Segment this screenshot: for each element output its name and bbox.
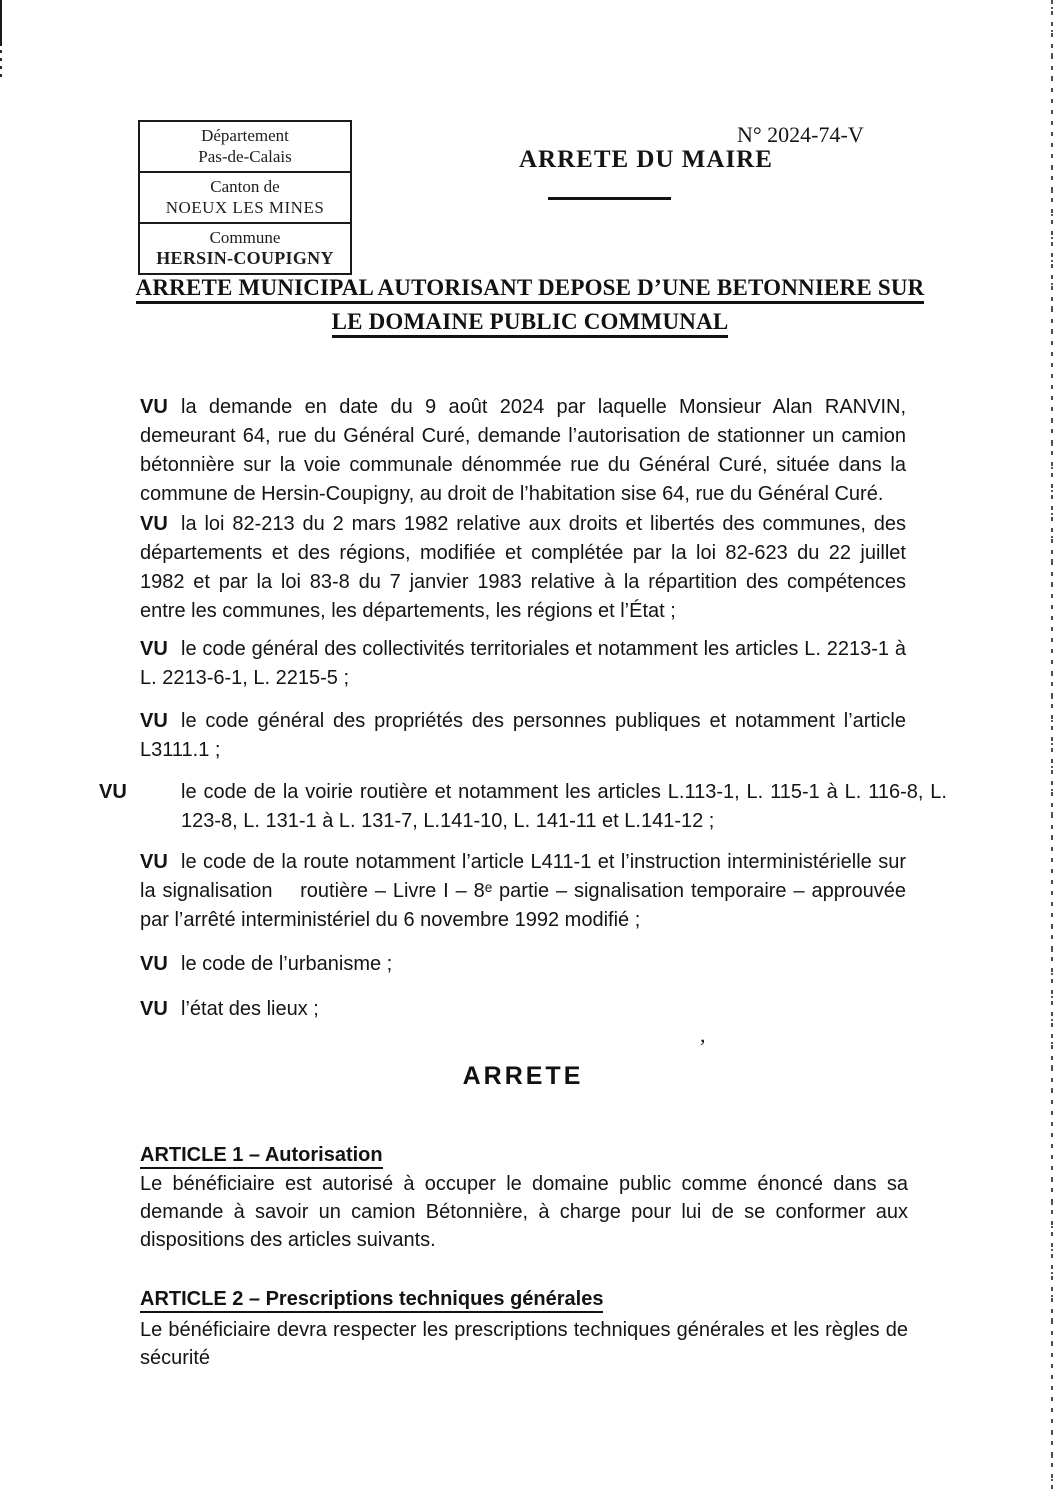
arrete-heading: ARRETE — [462, 1062, 584, 1090]
vu-paragraph-cgct — [140, 635, 906, 693]
departement-label: Département — [201, 126, 289, 145]
commune-value: HERSIN-COUPIGNY — [156, 248, 334, 268]
page-title-line2: LE DOMAINE PUBLIC COMMUNAL — [332, 309, 729, 338]
vu-paragraph-loi-82-213 — [140, 510, 906, 626]
vu-paragraph-etat-des-lieux — [140, 995, 906, 1024]
vu-paragraph-proprietes-publiques — [140, 707, 906, 765]
vu-label: VU — [140, 998, 168, 1020]
admin-box-row-canton — [140, 171, 350, 222]
page-title — [0, 271, 1060, 339]
vu-paragraph-code-route — [140, 848, 906, 935]
vu-paragraph-voirie-routiere — [99, 778, 947, 836]
commune-label: Commune — [209, 228, 281, 247]
article-2-body: Le bénéficiaire devra respecter les prescriptions techniques générales et les règles de sécurité — [140, 1319, 908, 1369]
header-rule — [548, 197, 671, 200]
scan-artifact-left-line — [0, 0, 2, 46]
vu-text: la loi 82-213 du 2 mars 1982 relative aux droits et libertés des communes, des départements et des régions, modifiée et complétée par la loi 82-623 du 22 juillet 1982 et par la loi 83-8 du 7 janvier 1983 relative à la répartition des compétences entre les communes, les départements, les régions et l’État ; — [140, 513, 906, 622]
vu-label: VU — [140, 710, 168, 732]
vu-label: VU — [140, 953, 168, 975]
vu-text: le code général des collectivités territoriales et notamment les articles L. 2213-1 à L. 2213-6-1, L. 2215-5 ; — [140, 638, 906, 689]
page-title-line1: ARRETE MUNICIPAL AUTORISANT DEPOSE D’UNE BETONNIERE SUR — [136, 275, 925, 304]
vu-text: le code de la route notamment l’article L411-1 et l’instruction interministérielle sur la signalisation routière – Livre I – 8ᵉ partie – signalisation temporaire – approuvée par l’arrêté interministériel du 6 novembre 1992 modifié ; — [140, 851, 906, 931]
vu-text: le code général des propriétés des personnes publiques et notamment l’article L3111.1 ; — [140, 710, 906, 761]
vu-text: la demande en date du 9 août 2024 par laquelle Monsieur Alan RANVIN, demeurant 64, rue du Général Curé, demande l’autorisation de stationner un camion bétonnière sur la voie communale dénommée rue du Général Curé, située dans la commune de Hersin-Coupigny, au droit de l’habitation sise 64, rue du Général Curé. — [140, 396, 906, 505]
scan-artifact-right-edge — [1051, 0, 1053, 1496]
article-1-heading — [140, 1144, 383, 1167]
canton-value: NOEUX LES MINES — [165, 198, 325, 217]
canton-label: Canton de — [210, 177, 280, 196]
vu-label: VU — [140, 513, 168, 535]
vu-label: VU — [140, 396, 168, 418]
admin-box-row-commune — [140, 222, 350, 273]
scan-artifact-left-dashes — [0, 50, 2, 80]
header-title: ARRETE DU MAIRE — [519, 146, 773, 173]
document-number: N° 2024-74-V — [737, 122, 864, 147]
vu-text: le code de l’urbanisme ; — [181, 953, 393, 975]
article-1-heading-text: ARTICLE 1 – Autorisation — [140, 1144, 383, 1169]
article-2-heading-text: ARTICLE 2 – Prescriptions techniques générales — [140, 1288, 603, 1313]
vu-paragraph-demande — [140, 393, 906, 509]
vu-text: le code de la voirie routière et notamment les articles L.113-1, L. 115-1 à L. 116-8, L. 123-8, L. 131-1 à L. 131-7, L.141-10, L. 141-11 et L.141-12 ; — [181, 781, 947, 832]
vu-text: l’état des lieux ; — [181, 998, 319, 1020]
vu-label: VU — [99, 781, 127, 803]
departement-value: Pas-de-Calais — [198, 147, 292, 166]
article-2-heading — [140, 1288, 603, 1311]
article-1-body: Le bénéficiaire est autorisé à occuper le domaine public comme énoncé dans sa demande à savoir un camion Bétonnière, à charge pour lui de se conformer aux dispositions des articles suivants. — [140, 1173, 908, 1251]
vu-label: VU — [140, 638, 168, 660]
vu-label: VU — [140, 851, 168, 873]
vu-paragraph-urbanisme — [140, 950, 906, 979]
admin-box-row-departement — [140, 122, 350, 171]
scan-artifact-stray-mark: , — [700, 1022, 706, 1047]
admin-header-box — [138, 120, 352, 275]
